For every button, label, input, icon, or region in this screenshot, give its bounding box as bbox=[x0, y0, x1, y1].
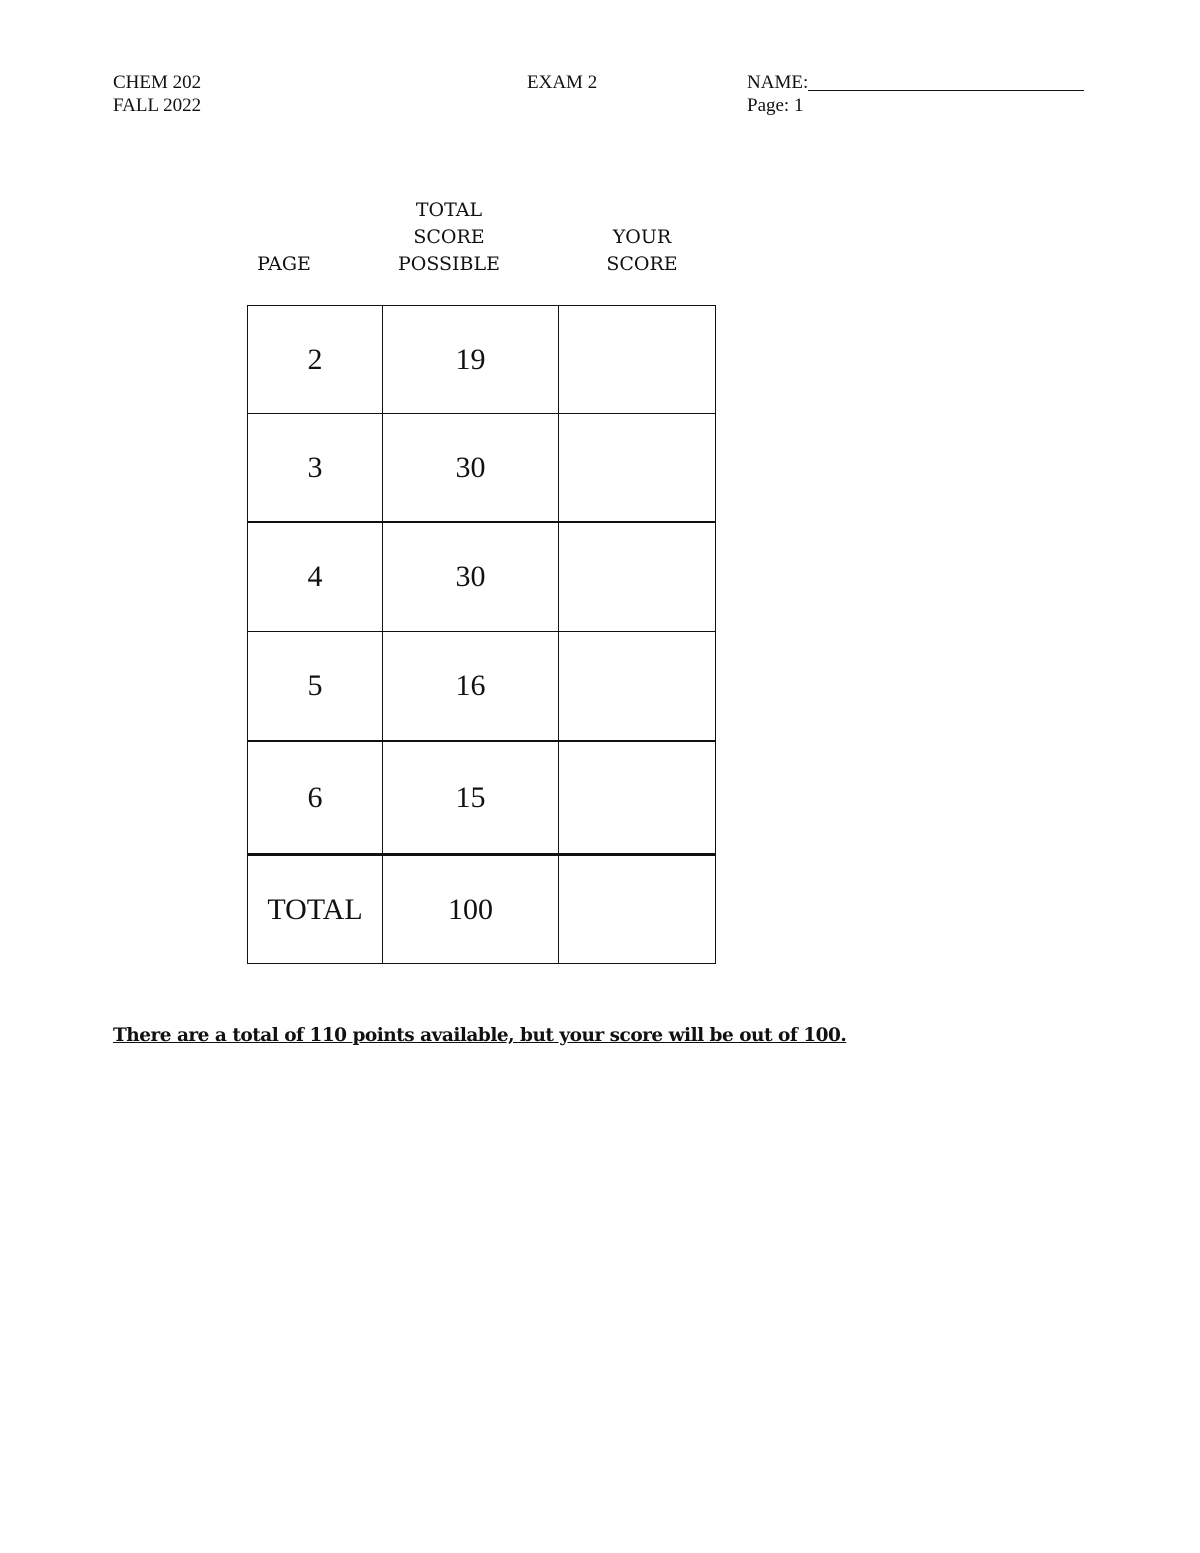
total-your-score-cell[interactable] bbox=[559, 855, 716, 964]
your-score-cell[interactable] bbox=[559, 306, 716, 414]
table-row bbox=[248, 414, 716, 523]
total-label-cell: TOTAL bbox=[248, 855, 383, 964]
total-possible-cell: 100 bbox=[383, 855, 559, 964]
score-table bbox=[247, 305, 716, 964]
column-header-line: SCORE bbox=[606, 253, 678, 275]
name-blank-line[interactable] bbox=[808, 71, 1084, 91]
your-score-cell[interactable] bbox=[559, 414, 716, 523]
course-code: CHEM 202 bbox=[113, 72, 202, 93]
column-header-your-score bbox=[580, 224, 704, 278]
table-row bbox=[248, 632, 716, 742]
page-number: Page: 1 bbox=[747, 95, 804, 116]
name-label: NAME: bbox=[747, 72, 809, 93]
points-note: There are a total of 110 points available, but your score will be out of 100. bbox=[113, 1025, 847, 1046]
table-row-total bbox=[248, 855, 716, 964]
page-cell: 3 bbox=[248, 414, 383, 523]
column-header-line: YOUR bbox=[612, 226, 672, 248]
table-row bbox=[248, 306, 716, 414]
your-score-cell[interactable] bbox=[559, 741, 716, 855]
your-score-cell[interactable] bbox=[559, 522, 716, 632]
column-header-line: POSSIBLE bbox=[397, 253, 500, 275]
column-header-line: TOTAL bbox=[415, 199, 483, 221]
table-row bbox=[248, 741, 716, 855]
page-cell: 5 bbox=[248, 632, 383, 742]
possible-score-cell: 19 bbox=[383, 306, 559, 414]
column-header-page: PAGE bbox=[257, 253, 311, 275]
name-field bbox=[747, 71, 1084, 94]
your-score-cell[interactable] bbox=[559, 632, 716, 742]
possible-score-cell: 16 bbox=[383, 632, 559, 742]
table-row bbox=[248, 522, 716, 632]
page-cell: 4 bbox=[248, 522, 383, 632]
possible-score-cell: 30 bbox=[383, 522, 559, 632]
possible-score-cell: 30 bbox=[383, 414, 559, 523]
page-cell: 2 bbox=[248, 306, 383, 414]
exam-title: EXAM 2 bbox=[527, 72, 598, 93]
column-header-total-score-possible bbox=[385, 197, 513, 278]
term-label: FALL 2022 bbox=[113, 95, 202, 116]
page-cell: 6 bbox=[248, 741, 383, 855]
column-header-line: SCORE bbox=[413, 226, 485, 248]
possible-score-cell: 15 bbox=[383, 741, 559, 855]
